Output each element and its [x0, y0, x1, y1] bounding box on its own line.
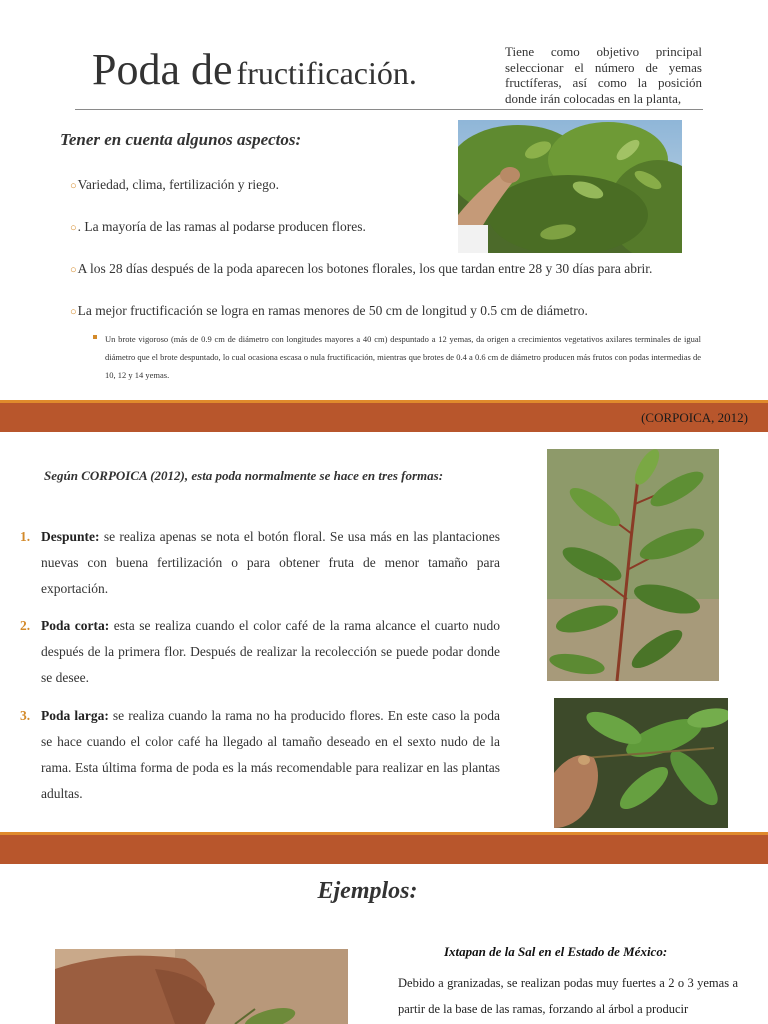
hand-with-leaves-photo	[554, 698, 728, 828]
sub-bullet: Un brote vigoroso (más de 0.9 cm de diámetro con longitudes mayores a 40 cm) despuntado a 12 yemas, da origen a crecimientos vegetativos axilares terminales de igual diámetro que el brote despuntado, lo cual ocasiona escasa o nula fructificación, mientras que brotes de 0.4 a 0.6 cm de diámetro producen más frutos con podas intermedias de 10, 12 y 14 yemas.	[105, 330, 701, 384]
numbered-item	[20, 524, 500, 602]
item-term: Poda larga:	[41, 708, 109, 723]
example-location-heading: Ixtapan de la Sal en el Estado de México:	[444, 944, 668, 959]
bullet-item: ○. La mayoría de las ramas al podarse producen flores.	[70, 219, 366, 234]
bullet-item: ○La mejor fructificación se logra en ramas menores de 50 cm de longitud y 0.5 cm de diámetro.	[70, 303, 588, 318]
circle-bullet-icon: ○	[70, 222, 77, 234]
item-number: 3.	[20, 708, 31, 723]
example-text: Debido a granizadas, se realizan podas muy fuertes a 2 o 3 yemas a partir de la base de las ramas, forzando al árbol a producir	[398, 976, 738, 1016]
circle-bullet-icon: ○	[70, 264, 77, 276]
title-divider	[75, 109, 703, 110]
intro-text: Tiene como objetivo principal seleccionar el número de yemas fructíferas, así como la posición donde irán colocadas en la planta,	[505, 44, 702, 106]
bullet-item: ○A los 28 días después de la poda aparecen los botones florales, los que tardan entre 28 y 30 días para abrir.	[70, 261, 653, 276]
item-term: Despunte:	[41, 529, 100, 544]
square-bullet-icon	[93, 335, 97, 339]
numbered-item	[20, 703, 500, 807]
page-title	[92, 44, 417, 95]
forms-heading: Según CORPOICA (2012), esta poda normalmente se hace en tres formas:	[44, 468, 444, 483]
aspects-heading: Tener en cuenta algunos aspectos:	[60, 130, 302, 149]
numbered-item	[20, 613, 500, 691]
examples-heading: Ejemplos:	[317, 878, 418, 904]
item-number: 2.	[20, 618, 31, 633]
item-text: esta se realiza cuando el color café de la rama alcance el cuarto nudo después de la primera flor. Después de realizar la recolección se puede podar donde se desee.	[41, 618, 500, 685]
circle-bullet-icon: ○	[70, 306, 77, 318]
guava-leaves-photo	[547, 449, 719, 681]
item-number: 1.	[20, 529, 31, 544]
section-band	[0, 835, 768, 864]
title-part-1: Poda de	[92, 45, 233, 94]
item-term: Poda corta:	[41, 618, 110, 633]
circle-bullet-icon: ○	[70, 180, 77, 192]
item-text: se realiza cuando la rama no ha producido flores. En este caso la poda se hace cuando el color café ha llegado al tamaño deseado en el sexto nudo de la rama. Esta última forma de poda es la más recomendable para realizar en las plantas adultas.	[41, 708, 500, 801]
item-text: se realiza apenas se nota el botón floral. Se usa más en las plantaciones nuevas con buena fertilización o para obtener fruta de menor tamaño para exportación.	[41, 529, 500, 596]
hand-seedling-photo	[55, 949, 348, 1024]
bullet-item: ○Variedad, clima, fertilización y riego.	[70, 177, 279, 192]
title-part-2: fructificación.	[236, 55, 417, 91]
guava-branch-photo	[458, 120, 682, 253]
citation: (CORPOICA, 2012)	[641, 410, 748, 425]
